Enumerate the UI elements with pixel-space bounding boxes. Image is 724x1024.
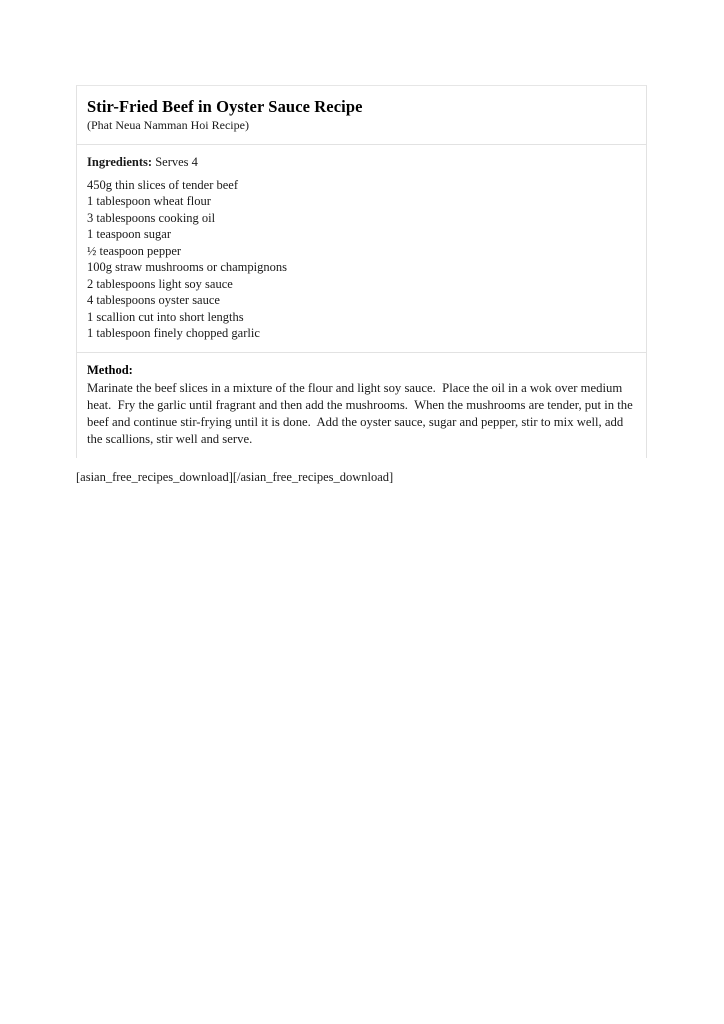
method-label: Method: [87, 362, 133, 377]
method-text: Marinate the beef slices in a mixture of the flour and light soy sauce. Place the oil in a wok over medium heat. Fry the garlic until fragrant and then add the mushrooms. When the mushrooms are tender, put in the beef and continue stir-frying until it is done. Add the oyster sauce, sugar and pepper, stir to mix well, add the scallions, stir well and serve. [87, 380, 636, 447]
ingredients-label: Ingredients: [87, 155, 153, 169]
list-item: 1 tablespoon finely chopped garlic [87, 326, 260, 340]
list-item: 2 tablespoons light soy sauce [87, 276, 233, 291]
serves-line [87, 154, 636, 171]
recipe-header-section [77, 86, 646, 144]
list-item: 4 tablespoons oyster sauce [87, 293, 220, 307]
ingredients-section [77, 144, 646, 352]
shortcode-footer: [asian_free_recipes_download][/asian_free_recipes_download] [76, 470, 394, 484]
list-item: 1 scallion cut into short lengths [87, 309, 244, 324]
recipe-subtitle: (Phat Neua Namman Hoi Recipe) [87, 118, 249, 132]
method-section [77, 352, 646, 459]
list-item: ½ teaspoon pepper [87, 243, 182, 258]
recipe-card [76, 85, 647, 458]
list-item: 1 tablespoon wheat flour [87, 194, 211, 208]
list-item: 1 teaspoon sugar [87, 227, 172, 241]
list-item: 100g straw mushrooms or champignons [87, 260, 287, 274]
list-item: 450g thin slices of tender beef [87, 177, 238, 192]
page-title: Stir-Fried Beef in Oyster Sauce Recipe [87, 97, 363, 116]
list-item: 3 tablespoons cooking oil [87, 210, 216, 225]
ingredient-list [87, 177, 636, 342]
serves-value: Serves 4 [155, 155, 198, 169]
